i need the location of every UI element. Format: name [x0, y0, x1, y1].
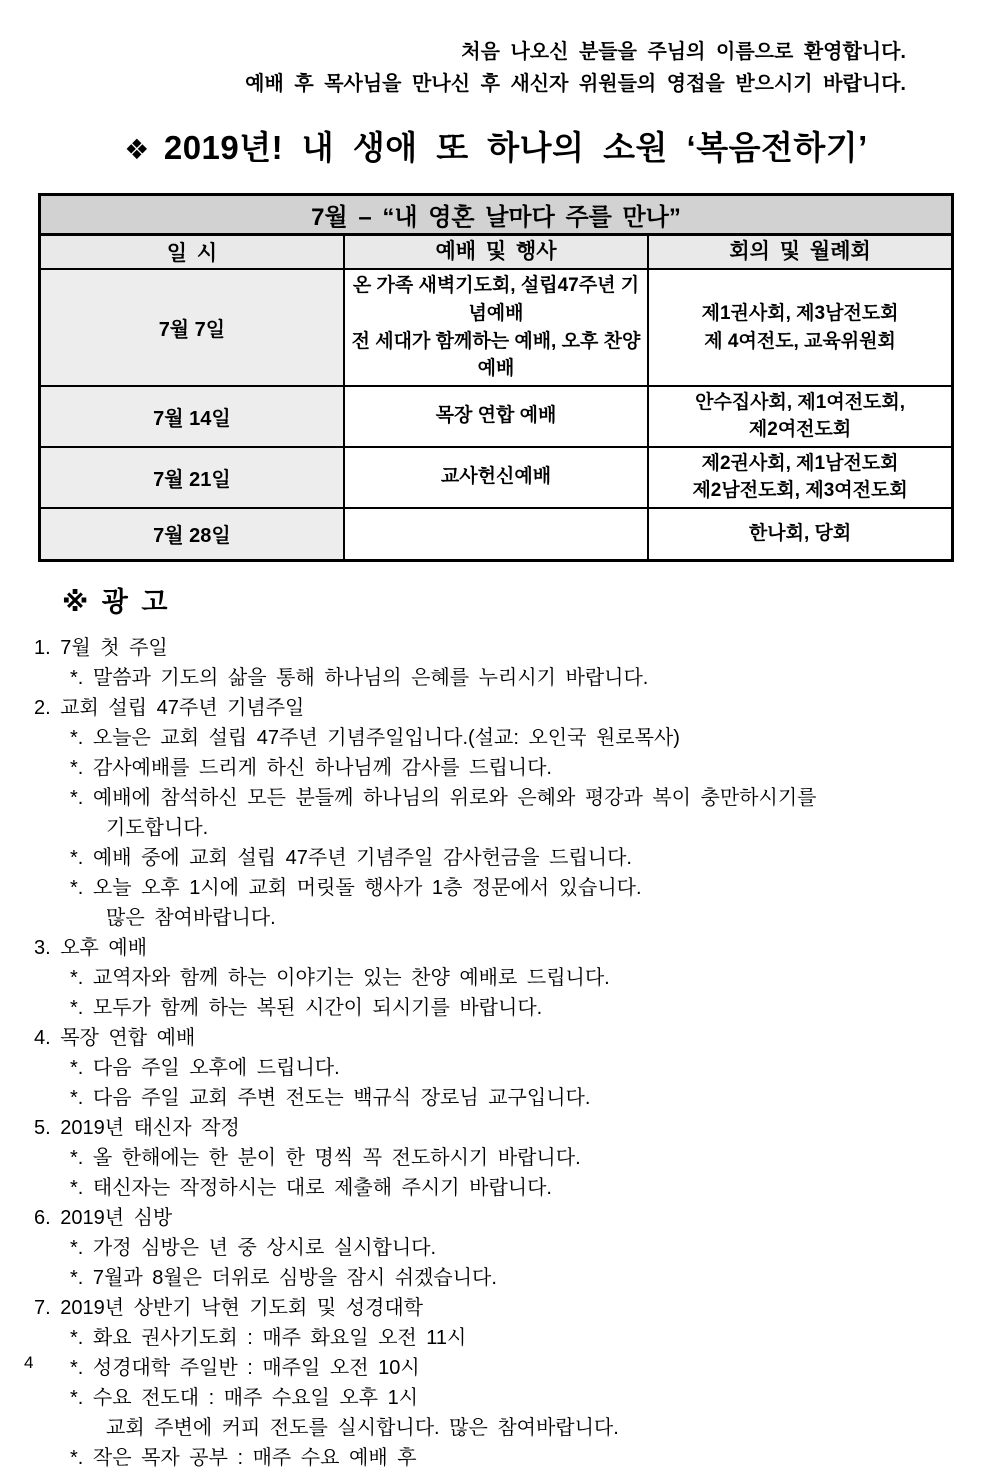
- schedule-worship-cell: [344, 508, 648, 561]
- notice-item: 7. 2019년 상반기 낙현 기도회 및 성경대학: [34, 1296, 423, 1319]
- schedule-date-cell: 7월 14일: [40, 386, 344, 447]
- cell-line: 제2권사회, 제1남전도회: [701, 452, 899, 474]
- cell-line: 제1권사회, 제3남전도회: [701, 302, 899, 324]
- notice-subline: 교회 주변에 커피 전도를 실시합니다. 많은 참여바랍니다.: [106, 1416, 619, 1439]
- notice-item: 6. 2019년 심방: [34, 1206, 173, 1229]
- notice-subline: *. 교역자와 함께 하는 이야기는 있는 찬양 예배로 드립니다.: [70, 966, 610, 989]
- schedule-date-cell: 7월 21일: [40, 447, 344, 508]
- welcome-line-2: 예배 후 목사님을 만나신 후 새신자 위원들의 영접을 받으시기 바랍니다.: [245, 73, 906, 95]
- page-title-text: 2019년! 내 생애 또 하나의 소원 ‘복음전하기’: [163, 129, 868, 166]
- diamond-bullet-icon: ❖: [124, 134, 150, 165]
- notice-subline: *. 예배 중에 교회 설립 47주년 기념주일 감사헌금을 드립니다.: [70, 846, 632, 869]
- cell-line: 안수집사회, 제1여전도회,: [695, 391, 906, 413]
- table-row: [40, 447, 953, 508]
- column-header-worship: 예배 및 행사: [344, 235, 648, 270]
- schedule-worship-cell: [344, 269, 648, 385]
- cell-line: 전 세대가 함께하는 예배, 오후 찬양 예배: [351, 330, 641, 380]
- schedule-table-body: [40, 269, 953, 560]
- table-caption-row: [40, 195, 953, 235]
- notice-subline: *. 화요 권사기도회 : 매주 화요일 오전 11시: [70, 1326, 467, 1349]
- notice-item: 2. 교회 설립 47주년 기념주일: [34, 696, 305, 719]
- welcome-line-1: 처음 나오신 분들을 주님의 이름으로 환영합니다.: [461, 41, 906, 63]
- notice-subline: 기도합니다.: [106, 816, 209, 839]
- cell-line: 한나회, 당회: [748, 523, 852, 545]
- schedule-table: [38, 193, 954, 562]
- notice-lines: [0, 633, 992, 1473]
- notice-subline: *. 가정 심방은 년 중 상시로 실시합니다.: [70, 1236, 437, 1259]
- notice-subline: *. 수요 전도대 : 매주 수요일 오후 1시: [70, 1386, 419, 1409]
- notice-subline: *. 성경대학 주일반 : 매주일 오전 10시: [70, 1356, 420, 1379]
- notice-subline: *. 7월과 8월은 더위로 심방을 잠시 쉬겠습니다.: [70, 1266, 497, 1289]
- notice-subline: *. 오늘은 교회 설립 47주년 기념주일입니다.(설교: 오인국 원로목사): [70, 726, 680, 749]
- notice-item: 4. 목장 연합 예배: [34, 1026, 196, 1049]
- notice-item: 5. 2019년 태신자 작정: [34, 1116, 240, 1139]
- page-number: 4: [24, 1353, 34, 1372]
- notice-subline: *. 오늘 오후 1시에 교회 머릿돌 행사가 1층 정문에서 있습니다.: [70, 876, 642, 899]
- cell-line: 제 4여전도, 교육위원회: [704, 330, 896, 352]
- schedule-meetings-cell: [648, 508, 952, 561]
- column-header-meetings: 회의 및 월례회: [648, 235, 952, 270]
- cell-line: 목장 연합 예배: [435, 405, 557, 427]
- table-row: [40, 508, 953, 561]
- notice-subline: *. 태신자는 작정하시는 대로 제출해 주시기 바랍니다.: [70, 1176, 552, 1199]
- notice-subline: *. 올 한해에는 한 분이 한 명씩 꼭 전도하시기 바랍니다.: [70, 1146, 581, 1169]
- schedule-date-cell: 7월 7일: [40, 269, 344, 385]
- notice-subline: *. 모두가 함께 하는 복된 시간이 되시기를 바랍니다.: [70, 996, 543, 1019]
- page-title: [0, 122, 992, 169]
- notice-subline: *. 작은 목자 공부 : 매주 수요 예배 후: [70, 1446, 417, 1469]
- column-header-date: 일 시: [40, 235, 344, 270]
- table-row: [40, 269, 953, 385]
- cell-line: 온 가족 새벽기도회, 설립47주년 기념예배: [352, 275, 640, 324]
- table-header-row: [40, 235, 953, 270]
- schedule-worship-cell: [344, 386, 648, 447]
- schedule-meetings-cell: [648, 386, 952, 447]
- schedule-meetings-cell: [648, 269, 952, 385]
- cell-line: 제2여전도회: [748, 419, 852, 441]
- notice-subline: *. 예배에 참석하신 모든 분들께 하나님의 위로와 은혜와 평강과 복이 충만하시기를: [70, 786, 817, 809]
- notice-item: 3. 오후 예배: [34, 936, 148, 959]
- notice-subline: *. 다음 주일 교회 주변 전도는 백규식 장로님 교구입니다.: [70, 1086, 591, 1109]
- notice-subline: 많은 참여바랍니다.: [106, 906, 276, 929]
- schedule-worship-cell: [344, 447, 648, 508]
- notice-subline: *. 다음 주일 오후에 드립니다.: [70, 1056, 340, 1079]
- welcome-message: [0, 0, 992, 100]
- cell-line: 제2남전도회, 제3여전도회: [692, 480, 908, 502]
- schedule-meetings-cell: [648, 447, 952, 508]
- table-caption: 7월 – “내 영혼 날마다 주를 만나”: [40, 195, 953, 235]
- cell-line: 교사헌신예배: [440, 466, 552, 488]
- notice-subline: *. 감사예배를 드리게 하신 하나님께 감사를 드립니다.: [70, 756, 552, 779]
- schedule-date-cell: 7월 28일: [40, 508, 344, 561]
- notices-heading: ※ 광 고: [62, 586, 168, 617]
- table-row: [40, 386, 953, 447]
- notice-item: 1. 7월 첫 주일: [34, 636, 168, 659]
- notice-subline: *. 말씀과 기도의 삶을 통해 하나님의 은혜를 누리시기 바랍니다.: [70, 666, 649, 689]
